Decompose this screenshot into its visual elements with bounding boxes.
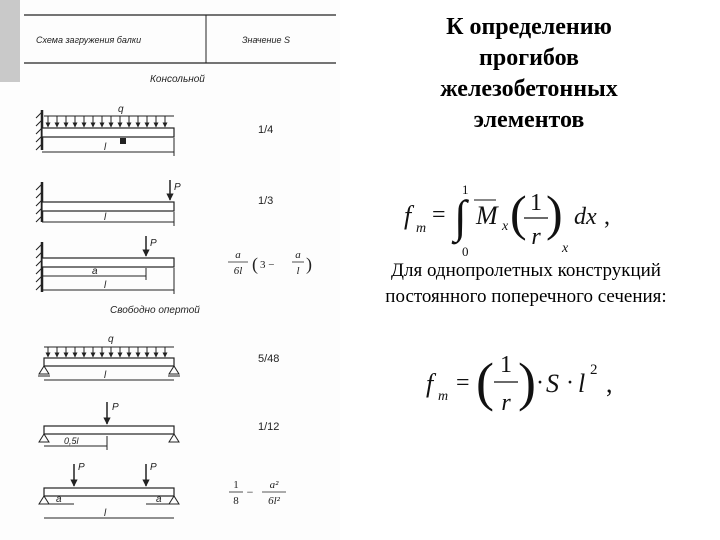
- load-label: q: [118, 104, 124, 115]
- dot: ·: [536, 370, 544, 396]
- equals: =: [432, 202, 446, 228]
- integral-sign: ∫: [454, 191, 467, 242]
- dim-a-label: a: [92, 266, 98, 277]
- close-paren: ): [546, 185, 563, 241]
- load-label-right: P: [150, 462, 157, 473]
- slide-title: [388, 12, 670, 136]
- f-subscript: m: [438, 389, 449, 404]
- header-value: Значение S: [242, 35, 291, 45]
- value-row-2: 1/3: [258, 195, 274, 207]
- denominator: r: [531, 224, 541, 250]
- svg-text:−: −: [246, 485, 254, 499]
- header-scheme: Схема загружения балки: [36, 35, 142, 45]
- span-label: l: [104, 280, 107, 291]
- section-simple: Свободно опертой: [110, 305, 200, 316]
- section-cantilever: Консольной: [150, 74, 205, 85]
- numerator: 1: [500, 352, 512, 378]
- load-label: P: [150, 238, 157, 249]
- svg-text:6l: 6l: [233, 265, 243, 277]
- title-line-3: железобетонных: [440, 76, 618, 102]
- dim-a-right: a: [156, 494, 162, 505]
- value-row-1: 1/4: [258, 124, 274, 136]
- value-row-5: 1/12: [258, 421, 280, 433]
- comma: ,: [604, 204, 610, 230]
- value-row-4: 5/48: [258, 353, 280, 365]
- f-symbol: f: [426, 369, 434, 398]
- equals: =: [456, 370, 470, 396]
- beam-load-table: [0, 0, 340, 540]
- integral-upper: 1: [462, 182, 469, 197]
- scan-edge-shadow: [0, 0, 20, 82]
- span-label: l: [104, 370, 107, 381]
- open-paren: (: [476, 352, 494, 412]
- denominator: r: [501, 390, 511, 416]
- svg-text:l: l: [296, 265, 300, 277]
- svg-text:3 −: 3 −: [260, 259, 275, 271]
- title-line-4: элементов: [473, 107, 585, 133]
- close-paren: ): [518, 352, 536, 412]
- l-symbol: l: [578, 369, 586, 398]
- svg-text:8: 8: [233, 495, 239, 507]
- paragraph-line-1: Для однопролетных конструкций: [391, 260, 661, 281]
- svg-text:a: a: [235, 249, 241, 261]
- moment-symbol: M: [476, 201, 498, 230]
- dim-a-left: a: [56, 494, 62, 505]
- moment-subscript: x: [502, 219, 509, 234]
- curvature-subscript: x: [562, 241, 569, 256]
- title-line-2: прогибов: [479, 45, 579, 71]
- dx: dx: [574, 204, 597, 230]
- dim-a-label: 0,5l: [64, 436, 79, 446]
- svg-text:(: (: [252, 254, 258, 274]
- span-label: l: [104, 212, 107, 223]
- deflection-integral-formula: [404, 182, 610, 259]
- load-label: P: [174, 182, 181, 193]
- span-label: l: [104, 142, 107, 153]
- numerator: 1: [530, 190, 542, 216]
- svg-text:a²: a²: [269, 479, 279, 491]
- S-symbol: S: [546, 369, 559, 398]
- f-symbol: f: [404, 201, 412, 230]
- description-paragraph: [334, 258, 718, 310]
- deflection-formula: [426, 352, 613, 416]
- load-label-left: P: [78, 462, 85, 473]
- svg-text:a: a: [295, 249, 301, 261]
- svg-text:): ): [306, 254, 312, 274]
- svg-text:1: 1: [233, 479, 239, 491]
- open-paren: (: [510, 185, 527, 241]
- load-label: P: [112, 402, 119, 413]
- title-line-1: К определению: [446, 14, 612, 40]
- comma: ,: [606, 369, 613, 398]
- load-label: q: [108, 334, 114, 345]
- exponent: 2: [590, 362, 598, 378]
- integral-lower: 0: [462, 244, 469, 259]
- paragraph-line-2: постоянного поперечного сечения:: [385, 286, 667, 307]
- span-label: l: [104, 508, 107, 519]
- svg-text:6l²: 6l²: [268, 495, 280, 507]
- f-subscript: m: [416, 221, 427, 236]
- dot-2: ·: [566, 370, 574, 396]
